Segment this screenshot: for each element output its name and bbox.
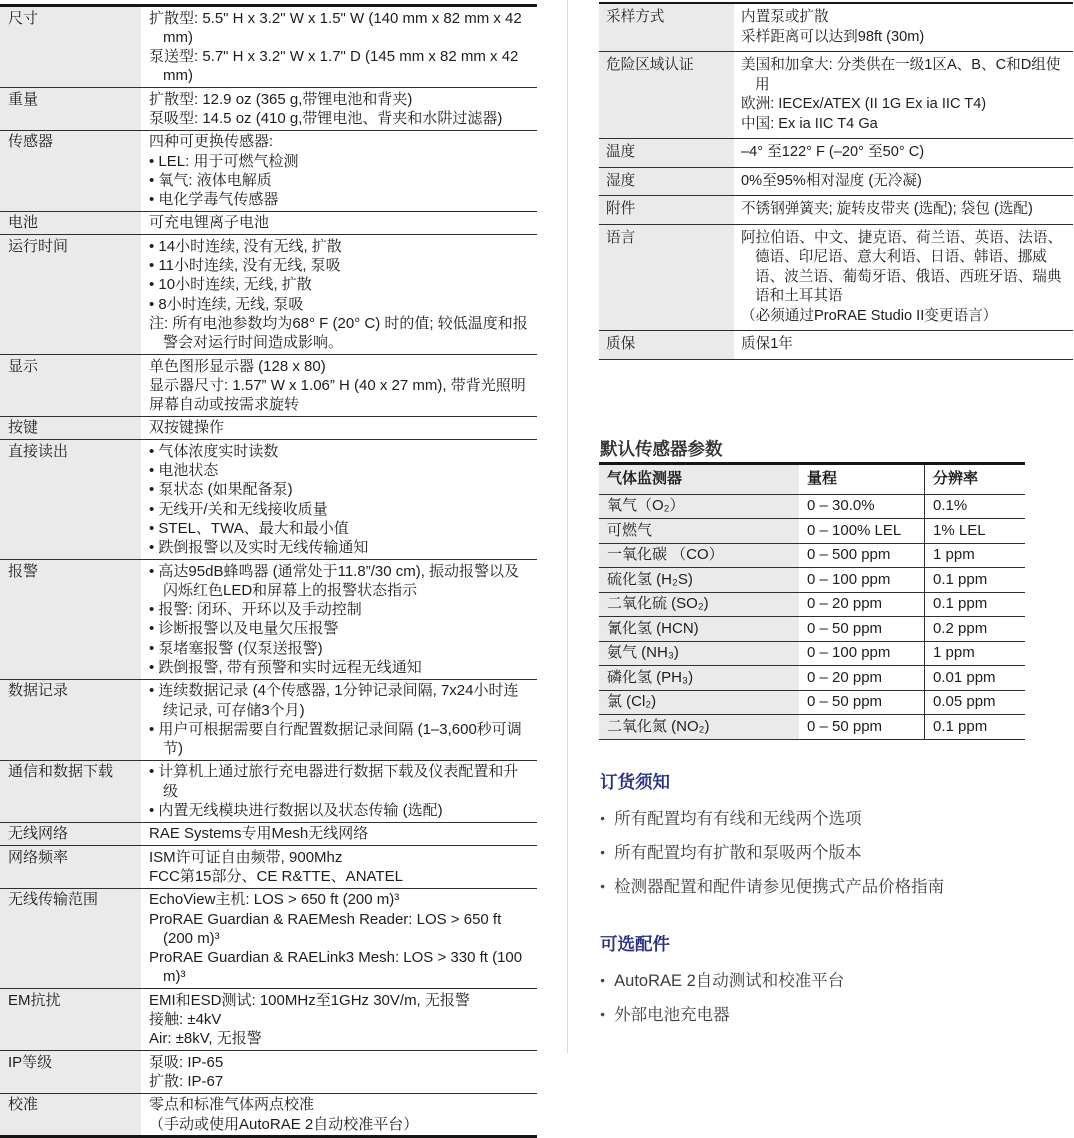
spec-table-right [599,2,1073,360]
spec-row-alarms [0,560,537,680]
spec-value-line: • 连续数据记录 (4个传感器, 1分钟记录间隔, 7x24小时连续记录, 可存储3个月) [149,682,519,719]
sensor-resolution-cell: 0.1 ppm [925,592,1026,617]
spec-label: IP等级 [0,1051,141,1094]
spec-label: 危险区域认证 [599,52,734,139]
spec-table-left [0,4,537,1138]
spec-value-line: 接触: ±4kV [149,1011,222,1029]
sensor-row [599,543,1025,568]
spec-label: 报警 [0,560,141,680]
spec-value [141,760,537,822]
sensor-range-cell: 0 – 20 ppm [799,666,925,691]
spec-value [734,331,1073,360]
sensor-gas-cell: 氯 (Cl₂) [599,690,799,715]
sensor-resolution-cell: 0.1 ppm [925,715,1026,740]
spec-row-weight [0,88,537,131]
spec-value-line: ProRAE Guardian & RAELink3 Mesh: LOS > 330 ft (100 m)³ [149,949,523,986]
spec-value-line: 美国和加拿大: 分类供在一级1区A、B、C和D组使用 [741,57,1061,93]
sensor-gas-cell: 硫化氢 (H₂S) [599,568,799,593]
sensor-resolution-cell: 0.2 ppm [925,617,1026,642]
spec-label: EM抗扰 [0,989,141,1051]
spec-value-line: • LEL: 用于可燃气检测 [149,152,299,170]
spec-value-line: （手动或使用AutoRAE 2自动校准平台） [149,1115,419,1133]
spec-value [141,888,537,988]
spec-value-line: 注: 所有电池参数均为68° F (20° C) 时的值; 较低温度和报警会对运行时间造成影响。 [149,314,528,352]
spec-value-line: • 计算机上通过旅行充电器进行数据下载及仪表配置和升级 [149,763,519,800]
spec-value-line: 不锈钢弹簧夹; 旋转皮带夹 (选配); 袋包 (选配) [741,201,1033,217]
spec-value [141,1051,537,1094]
sensor-row [599,519,1025,544]
spec-value-line: ISM许可证自由频带, 900Mhz [149,848,343,866]
sensor-resolution-cell: 0.1 ppm [925,568,1026,593]
spec-value [141,440,537,560]
accessory-item: ● 外部电池充电器 [600,1004,1074,1025]
sensor-range-cell: 0 – 30.0% [799,494,925,519]
spec-row-em-immunity [0,989,537,1051]
spec-value [734,3,1073,52]
spec-label: 运行时间 [0,235,141,355]
spec-value-line: 扩散: IP-67 [149,1072,224,1090]
spec-value-line: EchoView主机: LOS > 650 ft (200 m)³ [149,891,400,909]
spec-value-line: • 诊断报警以及电量欠压报警 [149,620,339,638]
spec-label: 电池 [0,211,141,234]
spec-row-wireless-network [0,822,537,845]
spec-label: 湿度 [599,167,734,196]
spec-label: 网络频率 [0,846,141,889]
spec-label: 数据记录 [0,679,141,760]
sensor-row [599,494,1025,519]
spec-row-calibration [0,1093,537,1137]
sensor-resolution-cell: 1 ppm [925,543,1026,568]
spec-row-temperature [599,139,1073,168]
sensor-row [599,666,1025,691]
sensor-range-cell: 0 – 100 ppm [799,568,925,593]
sensor-resolution-cell: 0.1% [925,494,1026,519]
sensor-params-title: 默认传感器参数 [600,439,723,459]
spec-value-line: • 报警: 闭环、开环以及手动控制 [149,601,362,619]
sensor-gas-cell: 二氧化氮 (NO₂) [599,715,799,740]
spec-value-line: 可充电锂离子电池 [149,214,270,232]
spec-value-line: • 11小时连续, 没有无线, 泵吸 [149,257,341,275]
spec-value-line: 欧洲: IECEx/ATEX (II 1G Ex ia IIC T4) [741,96,987,112]
sensor-resolution-cell: 1 ppm [925,641,1026,666]
spec-value [141,679,537,760]
spec-value-line: RAE Systems专用Mesh无线网络 [149,825,369,843]
spec-value-line: • 10小时连续, 无线, 扩散 [149,276,312,294]
sensor-range-cell: 0 – 50 ppm [799,690,925,715]
sensor-range-cell: 0 – 500 ppm [799,543,925,568]
spec-value [734,52,1073,139]
spec-value-line: • 无线开/关和无线接收质量 [149,500,328,518]
spec-value-line: 采样距离可以达到98ft (30m) [741,28,925,45]
sensor-gas-cell: 可燃气 [599,519,799,544]
spec-value-line: • 电池状态 [149,462,219,480]
spec-row-languages [599,224,1073,331]
sensor-row [599,690,1025,715]
spec-label: 采样方式 [599,3,734,52]
spec-label: 直接读出 [0,440,141,560]
spec-value-line: –4° 至122° F (–20° 至50° C) [741,144,925,160]
spec-value-line: 质保1年 [741,336,793,352]
spec-value-line: • 用户可根据需要自行配置数据记录间隔 (1–3,600秒可调节) [149,720,522,758]
spec-value-line: 0%至95%相对湿度 (无冷凝) [741,172,922,189]
spec-value-line: 泵吸型: 14.5 oz (410 g,带锂电池、背夹和水阱过滤器) [149,109,503,127]
spec-value [141,130,537,211]
sensor-row [599,568,1025,593]
sensor-gas-cell: 磷化氢 (PH₃) [599,666,799,691]
spec-value-line: 四种可更换传感器: [149,133,274,151]
spec-value [141,88,537,131]
spec-row-wireless-range [0,888,537,988]
sensor-row [599,617,1025,642]
spec-row-attachments [599,196,1073,225]
spec-value [141,1093,537,1137]
spec-value-line: FCC第15部分、CE R&TTE、ANATEL [149,867,403,885]
spec-row-datalogging [0,679,537,760]
spec-value-line: 扩散型: 12.9 oz (365 g,带锂电池和背夹) [149,90,413,108]
spec-value-line: 屏幕自动或按需求旋转 [149,396,300,414]
spec-value-line: • 14小时连续, 没有无线, 扩散 [149,237,342,255]
spec-label: 传感器 [0,130,141,211]
sensor-resolution-cell: 0.05 ppm [925,690,1026,715]
spec-label: 尺寸 [0,6,141,88]
spec-value-line: • 电化学毒气传感器 [149,191,279,209]
spec-label: 无线网络 [0,822,141,845]
spec-value-line: • 泵堵塞报警 (仅泵送报警) [149,639,323,657]
sensor-range-cell: 0 – 100 ppm [799,641,925,666]
spec-value-line: ProRAE Guardian & RAEMesh Reader: LOS > 650 ft (200 m)³ [149,910,502,947]
spec-value-line: • 氧气: 液体电解质 [149,171,272,189]
optional-accessories-section [600,931,1074,1038]
spec-label: 无线传输范围 [0,888,141,988]
spec-value-line: 内置泵或扩散 [741,9,829,25]
spec-value [734,139,1073,168]
spec-label: 温度 [599,139,734,168]
spec-value-line: 扩散型: 5.5" H x 3.2" W x 1.5" W (140 mm x 82 mm x 42 mm) [149,9,522,46]
spec-value [141,989,537,1051]
spec-value-line: 泵送型: 5.7" H x 3.2" W x 1.7" D (145 mm x 82 mm x 42 mm) [149,48,519,85]
sensor-params-table [599,462,1025,740]
spec-row-humidity [599,167,1073,196]
spec-row-dimensions [0,6,537,88]
spec-value-line: • 8小时连续, 无线, 泵吸 [149,295,304,313]
spec-value-line: • STEL、TWA、最大和最小值 [149,519,349,537]
spec-value-line: • 跌倒报警, 带有预警和实时远程无线通知 [149,659,422,676]
spec-label: 语言 [599,224,734,331]
spec-value-line: • 内置无线模块进行数据以及状态传输 (选配) [149,802,443,820]
spec-value [141,6,537,88]
spec-value [141,416,537,439]
spec-value-line: 阿拉伯语、中文、捷克语、荷兰语、英语、法语、德语、印尼语、意大利语、日语、韩语、挪威语、波兰语、葡萄牙语、俄语、西班牙语、瑞典语和土耳其语 [741,229,1063,304]
spec-value [141,211,537,234]
spec-row-direct-readout [0,440,537,560]
ordering-item: ● 所有配置均有扩散和泵吸两个版本 [600,842,1074,863]
sensor-row [599,592,1025,617]
spec-value-line: • 气体浓度实时读数 [149,442,279,460]
spec-row-hazardous-certification [599,52,1073,139]
spec-row-battery [0,211,537,234]
spec-value [734,196,1073,225]
sensor-resolution-cell: 0.01 ppm [925,666,1026,691]
sensor-header-row [599,464,1025,495]
spec-row-display [0,355,537,417]
spec-value-line: 零点和标准气体两点校准 [149,1096,315,1114]
spec-value [141,846,537,889]
spec-value [734,224,1073,331]
sensor-gas-cell: 一氧化碳 （CO） [599,543,799,568]
ordering-item: ● 检测器配置和配件请参见便携式产品价格指南 [600,876,1074,897]
sensor-header-range: 量程 [799,464,925,495]
spec-row-warranty [599,331,1073,360]
sensor-range-cell: 0 – 50 ppm [799,617,925,642]
sensor-header-resolution: 分辨率 [925,464,1026,495]
spec-value [141,560,537,680]
spec-value [734,167,1073,196]
sensor-gas-cell: 二氧化硫 (SO₂) [599,592,799,617]
sensor-resolution-cell: 1% LEL [925,519,1026,544]
column-divider [567,0,568,1053]
spec-value-line: 中国: Ex ia IIC T4 Ga [741,115,878,132]
ordering-section [600,769,1074,910]
optional-accessories-title: 可选配件 [600,934,670,954]
spec-value-line: 单色图形显示器 (128 x 80) [149,357,326,375]
spec-row-runtime [0,235,537,355]
sensor-row [599,641,1025,666]
sensor-header-gas: 气体监测器 [599,464,799,495]
spec-row-sensors [0,130,537,211]
spec-row-sampling [599,3,1073,52]
spec-row-ip-rating [0,1051,537,1094]
sensor-gas-cell: 氰化氢 (HCN) [599,617,799,642]
spec-value-line: EMI和ESD测试: 100MHz至1GHz 30V/m, 无报警 [149,991,470,1009]
spec-value [141,822,537,845]
spec-row-keys [0,416,537,439]
sensor-row [599,715,1025,740]
spec-value [141,355,537,417]
spec-label: 按键 [0,416,141,439]
spec-row-communication [0,760,537,822]
sensor-range-cell: 0 – 100% LEL [799,519,925,544]
accessory-item: ● AutoRAE 2自动测试和校准平台 [600,970,1074,991]
spec-label: 通信和数据下载 [0,760,141,822]
spec-label: 质保 [599,331,734,360]
spec-value-line: Air: ±8kV, 无报警 [149,1030,262,1048]
sensor-gas-cell: 氧气（O₂） [599,494,799,519]
ordering-item: ● 所有配置均有有线和无线两个选项 [600,808,1074,829]
spec-value-line: • 高达95dB蜂鸣器 (通常处于11.8”/30 cm), 振动报警以及闪烁红色LED和屏幕上的报警状态指示 [149,562,520,599]
spec-label: 校准 [0,1093,141,1137]
spec-value-line: 显示器尺寸: 1.57” W x 1.06” H (40 x 27 mm), 带背光照明 [149,376,526,394]
spec-row-network-frequency [0,846,537,889]
spec-value-line: 泵吸: IP-65 [149,1053,224,1071]
spec-value [141,235,537,355]
spec-value-line: • 跌倒报警以及实时无线传输通知 [149,539,369,557]
spec-label: 附件 [599,196,734,225]
spec-value-line: 双按键操作 [149,419,225,437]
spec-label: 显示 [0,355,141,417]
sensor-gas-cell: 氨气 (NH₃) [599,641,799,666]
spec-value-line: • 泵状态 (如果配备泵) [149,481,293,499]
sensor-range-cell: 0 – 20 ppm [799,592,925,617]
sensor-range-cell: 0 – 50 ppm [799,715,925,740]
ordering-title: 订货须知 [600,772,670,792]
spec-label: 重量 [0,88,141,131]
spec-value-line: （必须通过ProRAE Studio II变更语言） [741,307,998,324]
